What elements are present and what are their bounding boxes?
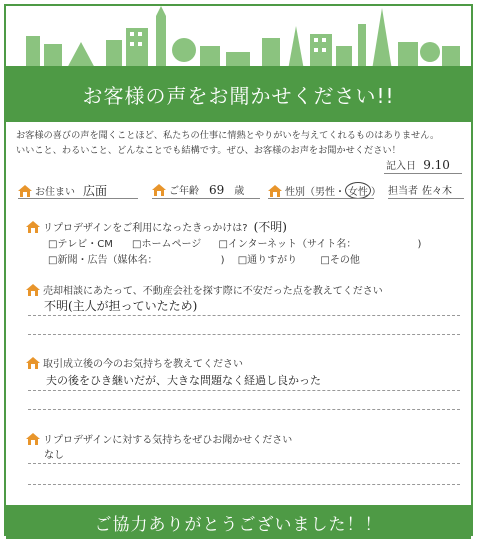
page-title: お客様の声をお聞かせください!!: [6, 66, 471, 122]
age-field: ご年齢 69 歳: [152, 182, 244, 197]
options-row-2: □新聞・広告（媒体名： ) □通りすがり □その他: [48, 255, 360, 266]
options-row-1: □テレビ・CM □ホームページ □インターネット（サイト名： ): [48, 239, 422, 250]
address-field: お住まい 広面: [18, 182, 107, 199]
staff-field: 担当者 佐々木: [388, 182, 452, 197]
house-icon: [152, 184, 166, 196]
answer-4: なし: [44, 450, 64, 461]
staff-underline: [388, 198, 464, 199]
answer-line: [28, 315, 460, 316]
answer-line: [28, 484, 460, 485]
question-1: リプロデザインをご利用になったきっかけは? (不明): [26, 218, 287, 235]
house-icon: [26, 433, 40, 445]
answer-line: [28, 463, 460, 464]
gender-female-circled: 女性: [345, 182, 371, 199]
question-3: 取引成立後の今のお気持ちを教えてください: [26, 355, 243, 370]
address-underline: [18, 198, 138, 199]
question-4: リプロデザインに対する気持ちをぜひお聞かせください: [26, 431, 292, 446]
city-skyline-illustration: [6, 6, 471, 70]
answer-1: (不明): [253, 220, 287, 234]
date-value: 9.10: [423, 158, 450, 172]
answer-line: [28, 390, 460, 391]
address-value: 広面: [83, 184, 108, 198]
answer-line: [28, 334, 460, 335]
footer-thanks: ご協力ありがとうございました！！: [6, 505, 471, 539]
house-icon: [26, 284, 40, 296]
staff-value: 佐々木: [422, 186, 452, 197]
gender-underline: [268, 198, 374, 199]
house-icon: [18, 185, 32, 197]
house-icon: [26, 221, 40, 233]
date-underline: [384, 173, 462, 174]
age-unit: 歳: [234, 186, 245, 197]
gender-field: 性別（男性・ 女性 ）: [268, 182, 381, 199]
house-icon: [268, 185, 282, 197]
intro-text: お客様の喜びの声を聞くことほど、私たちの仕事に情熱とやりがいを与えてくれるものはありません。 いいこと、わるいこと、どんなことでも結構です。ぜひ、お客様のお声をお聞かせください！: [16, 130, 440, 156]
house-icon: [26, 357, 40, 369]
question-2: 売却相談にあたって、不動産会社を探す際に不安だった点を教えてください: [26, 282, 383, 297]
answer-3: 夫の後をひき継いだが、大きな問題なく経過し良かった: [46, 374, 321, 387]
answer-2: 不明(主人が担っていたため): [44, 299, 198, 313]
date-label: 記入日: [386, 161, 416, 172]
age-underline: [152, 198, 260, 199]
entry-date: [386, 157, 450, 172]
answer-line: [28, 409, 460, 410]
age-value: 69: [209, 182, 225, 197]
